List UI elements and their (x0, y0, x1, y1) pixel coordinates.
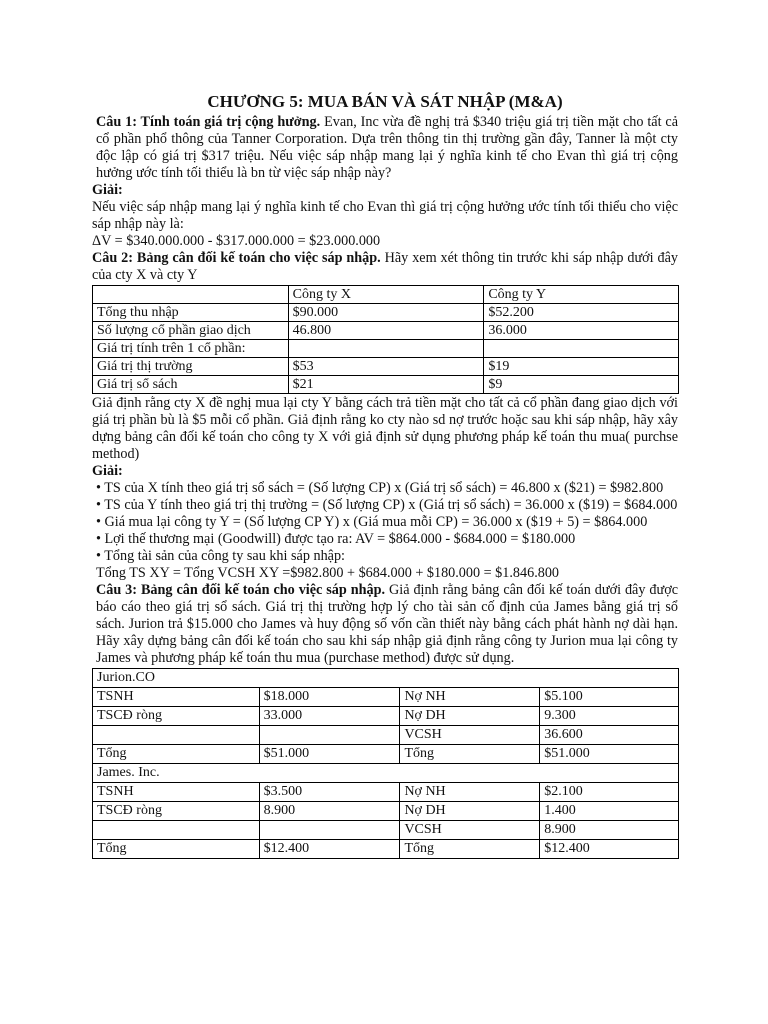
table-row (93, 358, 679, 376)
table-cell: Công ty X (288, 286, 484, 304)
table-cell (93, 726, 260, 745)
table-cell: VCSH (400, 726, 540, 745)
table-cell: 36.000 (484, 322, 679, 340)
table-cell: $51.000 (540, 745, 679, 764)
q2-table (92, 285, 679, 394)
table-cell: TSNH (93, 688, 260, 707)
table-row (93, 840, 679, 859)
table-cell: Giá trị thị trường (93, 358, 289, 376)
q1-paragraph (92, 114, 678, 182)
table-cell: $90.000 (288, 304, 484, 322)
table-cell (484, 340, 679, 358)
table-cell: $52.200 (484, 304, 679, 322)
q2-answer-label: Giải: (92, 463, 123, 479)
table-row (93, 764, 679, 783)
table-cell: 46.800 (288, 322, 484, 340)
balance-sheet-table (92, 668, 679, 859)
table-row (93, 707, 679, 726)
table-row (93, 304, 679, 322)
q2-bullet: • TS của X tính theo giá trị sổ sách = (Số lượng CP) x (Giá trị sổ sách) = 46.800 x ($21) = $982.800 (96, 480, 664, 496)
table-cell (93, 821, 260, 840)
table-cell: Nợ NH (400, 688, 540, 707)
table-cell (259, 726, 400, 745)
table-cell: 9.300 (540, 707, 679, 726)
table-cell: Nợ DH (400, 707, 540, 726)
table-cell: Tổng (93, 840, 260, 859)
table-cell: Tổng (400, 745, 540, 764)
table-cell: Giá trị tính trên 1 cổ phần: (93, 340, 289, 358)
table-cell: TSNH (93, 783, 260, 802)
q1-formula: ΔV = $340.000.000 - $317.000.000 = $23.000.000 (92, 233, 381, 249)
table-cell (288, 340, 484, 358)
q2-label: Câu 2: Bảng cân đối kế toán cho việc sáp nhập. (92, 250, 381, 266)
q1-answer-label: Giải: (92, 182, 123, 198)
table-row (93, 783, 679, 802)
table-cell: Nợ DH (400, 802, 540, 821)
table-cell (259, 821, 400, 840)
table-row (93, 669, 679, 688)
table-cell: $53 (288, 358, 484, 376)
q2-bullet: • Tổng tài sản của công ty sau khi sáp nhập: (96, 548, 345, 564)
q1-answer-text: Nếu việc sáp nhập mang lại ý nghĩa kinh tế cho Evan thì giá trị cộng hưởng ước tính tối thiểu cho việc sáp nhập này là: (92, 199, 678, 232)
company-name: Jurion.CO (93, 669, 679, 688)
q2-bullet: • Giá mua lại công ty Y = (Số lượng CP Y) x (Giá mua mỗi CP) = 36.000 x ($19 + 5) = $864.000 (96, 514, 648, 530)
q1-label: Câu 1: Tính toán giá trị cộng hưởng. (96, 114, 321, 130)
table-cell: $5.100 (540, 688, 679, 707)
table-cell: TSCĐ ròng (93, 802, 260, 821)
table-cell: $19 (484, 358, 679, 376)
table-cell: $3.500 (259, 783, 400, 802)
table-row (93, 340, 679, 358)
table-cell: $12.400 (259, 840, 400, 859)
q3-label: Câu 3: Bảng cân đối kế toán cho việc sáp nhập. (96, 582, 386, 598)
table-cell: $21 (288, 376, 484, 394)
table-cell: Công ty Y (484, 286, 679, 304)
q2-text: Hãy xem xét thông tin trước khi sáp nhập dưới đây của cty X và cty Y (92, 250, 679, 283)
q3-text: Giả định rằng bảng cân đối kế toán dưới đây được báo cáo theo giá trị sổ sách. Giá trị thị trường hợp lý cho tài sản cố định của James bằng giá trị sổ sách. Jurion trả $15.000 cho James và huy động số vốn cần thiết này bằng cách phát hành nợ dài hạn. Hãy xây dựng bảng cân đối kế toán cho sau khi sáp nhập giả định rằng công ty Jurion mua lại công ty James và phương pháp kế toán thu mua (purchase method) được sử dụng. (96, 582, 678, 666)
table-cell: Nợ NH (400, 783, 540, 802)
q2-bullet: • TS của Y tính theo giá trị thị trường = (Số lượng CP) x (Giá trị sổ sách) = 36.000 x ($19) = $684.000 (96, 497, 678, 513)
table-cell (93, 286, 289, 304)
q2-paragraph (92, 250, 678, 284)
table-cell: Tổng thu nhập (93, 304, 289, 322)
chapter-title: CHƯƠNG 5: MUA BÁN VÀ SÁT NHẬP (M&A) (207, 92, 563, 111)
table-cell: $51.000 (259, 745, 400, 764)
table-row (93, 745, 679, 764)
table-cell: $9 (484, 376, 679, 394)
table-cell: $12.400 (540, 840, 679, 859)
table-cell: Số lượng cổ phần giao dịch (93, 322, 289, 340)
table-cell: 8.900 (259, 802, 400, 821)
table-cell: $2.100 (540, 783, 679, 802)
q3-paragraph (92, 582, 678, 667)
table-cell: Tổng (400, 840, 540, 859)
table-row (93, 376, 679, 394)
table-cell: 33.000 (259, 707, 400, 726)
table-cell: TSCĐ ròng (93, 707, 260, 726)
q2-assumption: Giả định rằng cty X đề nghị mua lại cty Y bằng cách trả tiền mặt cho tất cả cổ phần đang giao dịch với giá trị phần bù là $5 mỗi cổ phần. Giả định rằng ko cty nào sd nợ trước hoặc sau khi sáp nhập, hãy xây dựng bảng cân đối kế toán cho công ty X với giả định sử dụng phương pháp kế toán thu mua( purchse method) (92, 395, 678, 462)
table-row (93, 286, 679, 304)
table-row (93, 821, 679, 840)
table-cell: 8.900 (540, 821, 679, 840)
table-cell: VCSH (400, 821, 540, 840)
q1-text: Evan, Inc vừa đề nghị trả $340 triệu giá trị tiền mặt cho tất cả cổ phần phổ thông của Tanner Corporation. Dựa trên thông tin thị trường gần đây, Tanner là một cty độc lập có giá trị $317 triệu. Nếu việc sáp nhập mang lại ý nghĩa kinh tế cho Evan thì giá trị cộng hưởng ước tính tối thiểu là bn từ việc sáp nhập này? (96, 114, 678, 181)
q2-total-line: Tổng TS XY = Tổng VCSH XY =$982.800 + $684.000 + $180.000 = $1.846.800 (96, 565, 560, 581)
table-row (93, 688, 679, 707)
table-row (93, 726, 679, 745)
table-row (93, 802, 679, 821)
table-cell: Giá trị sổ sách (93, 376, 289, 394)
table-cell: $18.000 (259, 688, 400, 707)
table-cell: 1.400 (540, 802, 679, 821)
company-name: James. Inc. (93, 764, 679, 783)
table-cell: 36.600 (540, 726, 679, 745)
table-cell: Tổng (93, 745, 260, 764)
table-row (93, 322, 679, 340)
q2-bullet: • Lợi thế thương mại (Goodwill) được tạo ra: AV = $864.000 - $684.000 = $180.000 (96, 531, 576, 547)
